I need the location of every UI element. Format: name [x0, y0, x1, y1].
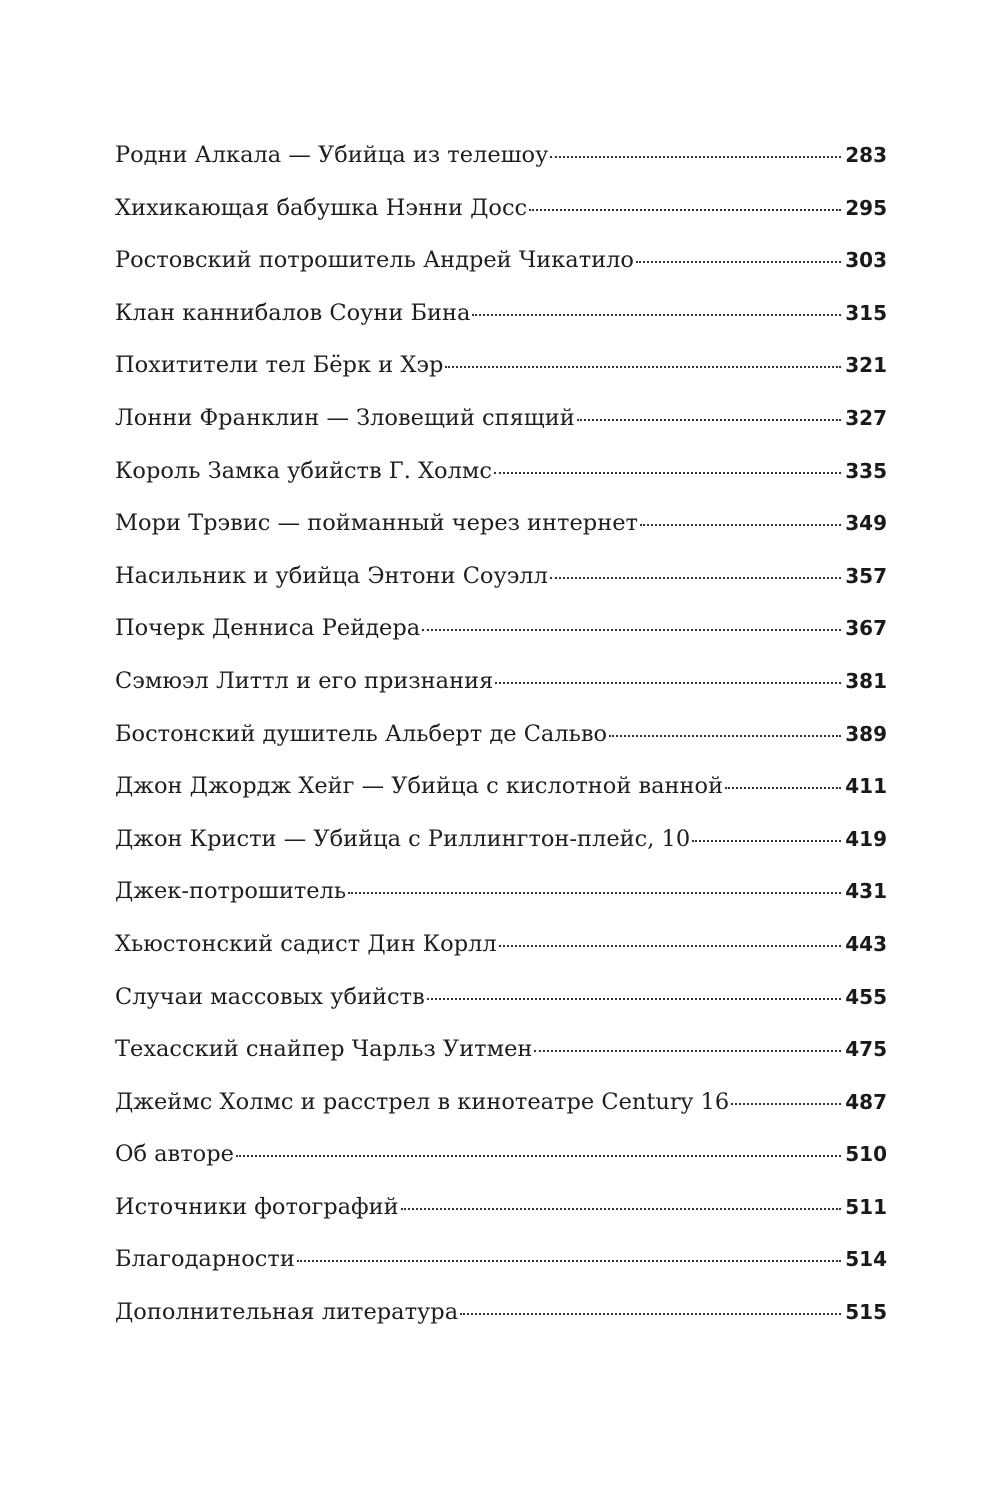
toc-dot-leader	[297, 1260, 841, 1262]
toc-entry-title: Лонни Франклин — Зловещий спящий	[115, 404, 575, 431]
toc-entry	[115, 1286, 887, 1339]
toc-entry-title: Насильник и убийца Энтони Соуэлл	[115, 562, 548, 589]
toc-entry	[115, 708, 887, 761]
toc-entry-title: Случаи массовых убийств	[115, 983, 425, 1010]
toc-entry-page: 283	[845, 143, 887, 167]
toc-dot-leader	[529, 209, 841, 211]
toc-entry-title: Родни Алкала — Убийца из телешоу	[115, 142, 549, 168]
toc-entry-page: 514	[845, 1247, 887, 1272]
toc-entry-title: Похитители тел Бёрк и Хэр	[115, 352, 444, 379]
toc-entry-page: 419	[845, 826, 887, 851]
toc-entry	[115, 287, 887, 340]
toc-entry	[115, 392, 887, 445]
toc-dot-leader	[692, 840, 841, 842]
toc-entry-page: 510	[845, 1142, 887, 1167]
toc-entry-title: Мори Трэвис — пойманный через интернет	[115, 510, 638, 537]
toc-dot-leader	[550, 156, 841, 158]
toc-entry-page: 367	[845, 616, 887, 641]
toc-entry-title: Клан каннибалов Соуни Бина	[115, 299, 471, 326]
toc-entry-title: Хихикающая бабушка Нэнни Досс	[115, 194, 528, 221]
toc-entry	[115, 1233, 887, 1286]
toc-dot-leader	[636, 261, 841, 263]
toc-dot-leader	[427, 998, 841, 1000]
toc-entry-page: 431	[845, 879, 887, 904]
toc-dot-leader	[609, 735, 841, 737]
toc-entry-page: 335	[845, 458, 887, 483]
toc-entry	[115, 760, 887, 813]
toc-entry-title: Хьюстонский садист Дин Корлл	[115, 930, 497, 957]
toc-dot-leader	[495, 682, 841, 684]
toc-dot-leader	[460, 1313, 841, 1315]
toc-entry-page: 321	[845, 353, 887, 378]
toc-entry	[115, 1181, 887, 1234]
toc-entry	[115, 655, 887, 708]
toc-entry	[115, 813, 887, 866]
toc-entry	[115, 971, 887, 1024]
toc-dot-leader	[422, 629, 841, 631]
toc-entry	[115, 445, 887, 498]
toc-entry-page: 411	[845, 774, 887, 799]
toc-entry-title: Сэмюэл Литтл и его признания	[115, 667, 494, 694]
toc-dot-leader	[640, 524, 841, 526]
toc-dot-leader	[725, 787, 841, 789]
toc-entry-title: Джеймс Холмс и расстрел в кинотеатре Century 16	[115, 1088, 730, 1115]
toc-dot-leader	[550, 577, 841, 579]
toc-entry-title: Джек-потрошитель	[115, 878, 347, 905]
toc-entry-title: Бостонский душитель Альберт де Сальво	[115, 720, 608, 747]
toc-entry-page: 487	[845, 1089, 887, 1114]
toc-entry-page: 389	[845, 721, 887, 746]
toc-dot-leader	[577, 419, 842, 421]
toc-entry	[115, 1076, 887, 1129]
toc-entry-page: 475	[845, 1037, 887, 1062]
toc-entry	[115, 1023, 887, 1076]
toc-entry	[115, 497, 887, 550]
toc-entry-page: 303	[845, 248, 887, 273]
table-of-contents	[115, 129, 887, 1339]
toc-entry-title: Техасский снайпер Чарльз Уитмен	[115, 1036, 533, 1063]
toc-entry	[115, 602, 887, 655]
toc-dot-leader	[236, 1155, 841, 1157]
toc-dot-leader	[731, 1103, 841, 1105]
toc-entry-title: Почерк Денниса Рейдера	[115, 615, 421, 642]
toc-entry	[115, 182, 887, 235]
toc-dot-leader	[472, 314, 841, 316]
toc-dot-leader	[499, 945, 842, 947]
toc-entry-title: Благодарности	[115, 1246, 295, 1273]
toc-entry	[115, 234, 887, 287]
toc-dot-leader	[348, 892, 841, 894]
toc-entry-page: 295	[845, 195, 887, 220]
toc-dot-leader	[401, 1208, 842, 1210]
toc-entry-title: Дополнительная литература	[115, 1299, 459, 1326]
toc-entry-page: 443	[845, 931, 887, 956]
toc-entry	[115, 550, 887, 603]
toc-entry-page: 381	[845, 668, 887, 693]
toc-entry-page: 327	[845, 405, 887, 430]
toc-entry-title: Джон Кристи — Убийца с Риллингтон-плейс, 10	[115, 825, 691, 852]
toc-dot-leader	[534, 1050, 841, 1052]
toc-entry-title: Об авторе	[115, 1141, 234, 1168]
toc-entry-title: Король Замка убийств Г. Холмс	[115, 457, 492, 484]
toc-entry-page: 315	[845, 300, 887, 325]
toc-entry-page: 349	[845, 511, 887, 536]
toc-entry-title: Источники фотографий	[115, 1193, 399, 1220]
toc-entry	[115, 339, 887, 392]
toc-entry-title: Джон Джордж Хейг — Убийца с кислотной ванной	[115, 773, 724, 800]
toc-entry-page: 357	[845, 563, 887, 588]
toc-dot-leader	[445, 366, 841, 368]
toc-entry-page: 515	[845, 1300, 887, 1325]
toc-entry-page: 511	[845, 1194, 887, 1219]
toc-entry	[115, 1128, 887, 1181]
toc-entry	[115, 918, 887, 971]
toc-dot-leader	[494, 472, 841, 474]
toc-entry-title: Ростовский потрошитель Андрей Чикатило	[115, 247, 634, 274]
toc-entry	[115, 129, 887, 182]
toc-entry	[115, 865, 887, 918]
toc-entry-page: 455	[845, 984, 887, 1009]
